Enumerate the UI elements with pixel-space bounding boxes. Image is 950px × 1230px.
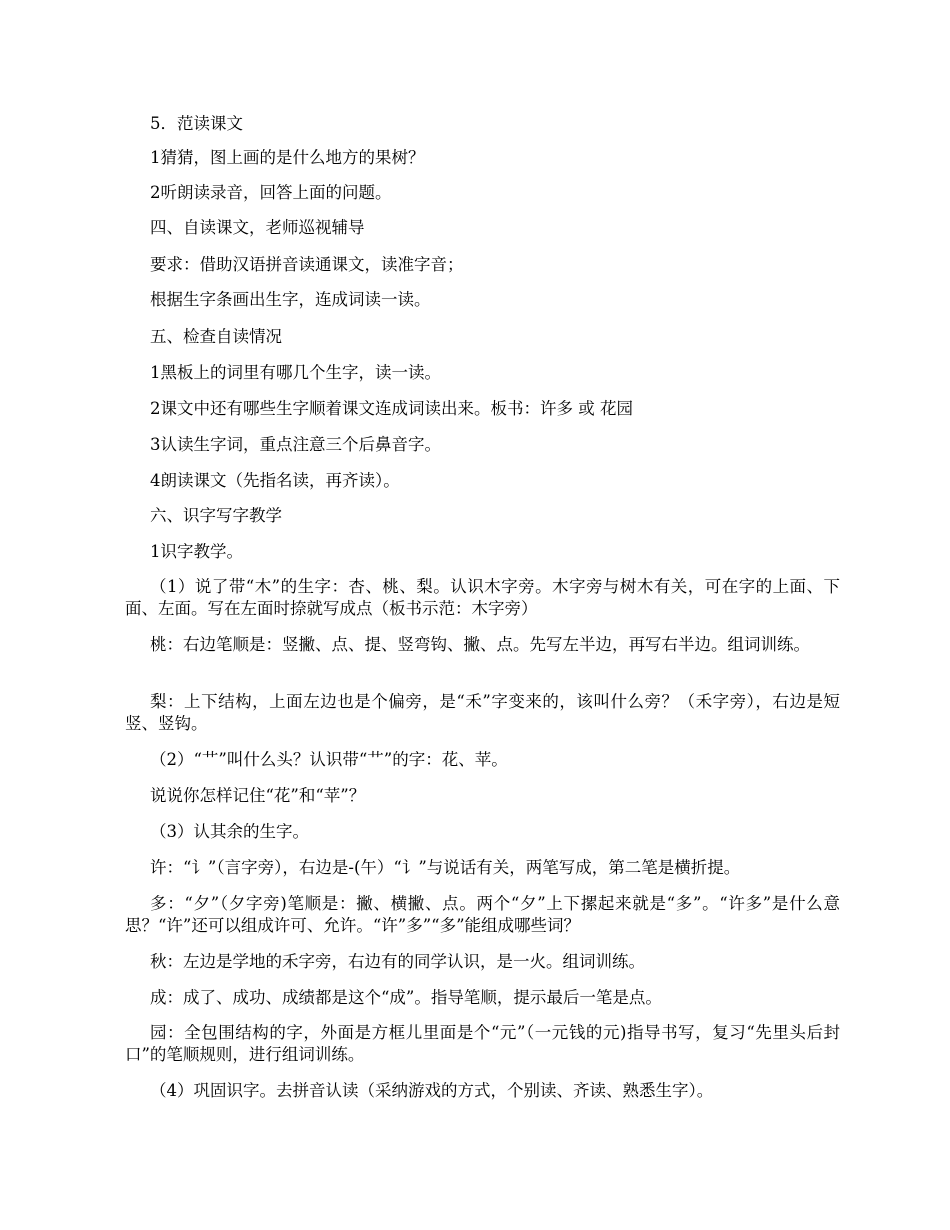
text-line: 3认读生字词，重点注意三个后鼻音字。	[150, 435, 441, 454]
text-line: 说说你怎样记住“花”和“苹”？	[150, 786, 366, 805]
paragraph: （1）说了带“木”的生字：杏、桃、梨。认识木字旁。木字旁与树木有关，可在字的上面、下面、左面。写在左面时捺就写成点（板书示范：木字旁）	[125, 577, 840, 618]
text-line: 要求：借助汉语拼音读通课文，读准字音；	[150, 255, 464, 274]
text-line: （4）巩固识字。去拼音认读（采纳游戏的方式，个别读、齐读、熟悉生字）。	[150, 1081, 714, 1100]
paragraph: 桃：右边笔顺是：竖撇、点、提、竖弯钩、撇、点。先写左半边，再写右半边。组词训练。	[150, 635, 810, 654]
section-heading: 5．范读课文	[150, 114, 243, 133]
text-line: 1识字教学。	[150, 542, 243, 561]
text-line: 根据生字条画出生字，连成词读一读。	[150, 290, 431, 309]
text-line: 4朗读课文（先指名读，再齐读）。	[150, 471, 400, 490]
text-line: 许：“讠”（言字旁），右边是-(午）“讠”与说话有关，两笔写成，第二笔是横折提。	[150, 858, 741, 877]
text-line: 1黑板上的词里有哪几个生字，读一读。	[150, 363, 441, 382]
text-line: 2课文中还有哪些生字顺着课文连成词读出来。板书：许多 或 花园	[150, 399, 633, 418]
text-line: 秋：左边是学地的禾字旁，右边有的同学认识，是一火。组词训练。	[150, 952, 645, 971]
text-line: 成：成了、成功、成绩都是这个“成”。指导笔顺，提示最后一笔是点。	[150, 988, 662, 1007]
paragraph: 园：全包围结构的字，外面是方框儿里面是个“元”（一元钱的元)指导书写，复习“先里头后封口”的笔顺规则，进行组词训练。	[125, 1023, 840, 1064]
text-line: （3）认其余的生字。	[150, 822, 309, 841]
paragraph: 梨：上下结构，上面左边也是个偏旁，是“禾”字变来的，该叫什么旁？（禾字旁），右边是短竖、竖钩。	[125, 692, 840, 733]
section-heading: 五、检查自读情况	[150, 327, 282, 346]
section-heading: 六、识字写字教学	[150, 506, 282, 525]
text-line: 2听朗读录音，回答上面的问题。	[150, 183, 392, 202]
section-heading: 四、自读课文，老师巡视辅导	[150, 218, 365, 237]
text-line: 1猜猜，图上画的是什么地方的果树？	[150, 148, 425, 167]
paragraph: 多：“夕”（夕字旁)笔顺是：撇、横撇、点。两个“夕”上下摞起来就是“多”。“许多”是什么意思？“许”还可以组成许可、允许。“许”多”“多”能组成哪些词？	[125, 894, 840, 935]
text-line: （2）“艹”叫什么头？认识带“艹”的字：花、苹。	[150, 750, 508, 769]
